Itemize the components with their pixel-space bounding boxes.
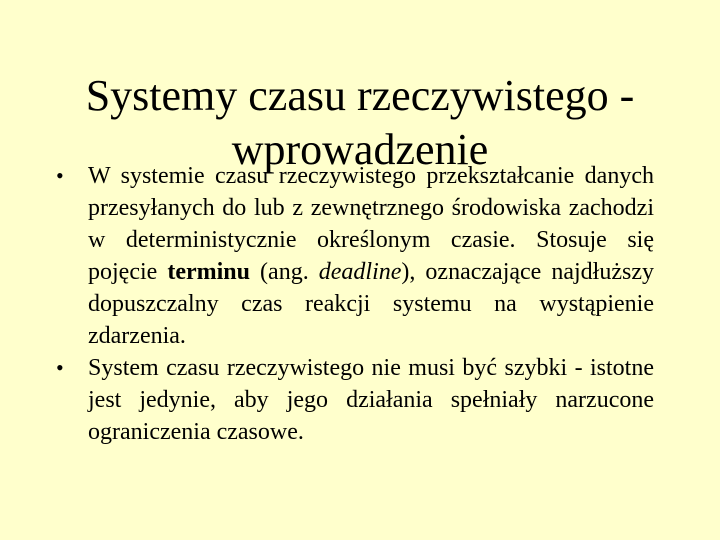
bullet-1-italic-term: deadline [318,259,402,285]
bullet-item-2 [54,352,654,448]
bullet-point-icon: • [56,163,64,188]
bullet-1-bold-term: terminu [167,259,250,285]
bullet-1-text-start: W systemie czasu rzeczywistego przekształcanie danych przesyłanych do lub z zewnętrznego środowiska zachodzi w deterministycznie określonym czasie. Stosuje się pojęcie [88,163,654,285]
bullet-2-text: System czasu rzeczywistego nie musi być szybki - istotne jest jedynie, aby jego działania spełniały narzucone ograniczenia czasowe. [88,355,654,445]
bullet-item-1 [54,160,654,352]
bullet-1-text-middle: (ang. [250,259,319,285]
bullet-list [54,160,654,448]
slide-title-line-1: Systemy czasu rzeczywistego - [85,71,635,121]
bullet-1-text-end: ), oznaczające najdłuższy dopuszczalny czas reakcji systemu na wystąpienie zdarzenia. [88,259,654,349]
slide-title-line-2: wprowadzenie [231,125,489,175]
bullet-point-icon: • [56,355,64,380]
